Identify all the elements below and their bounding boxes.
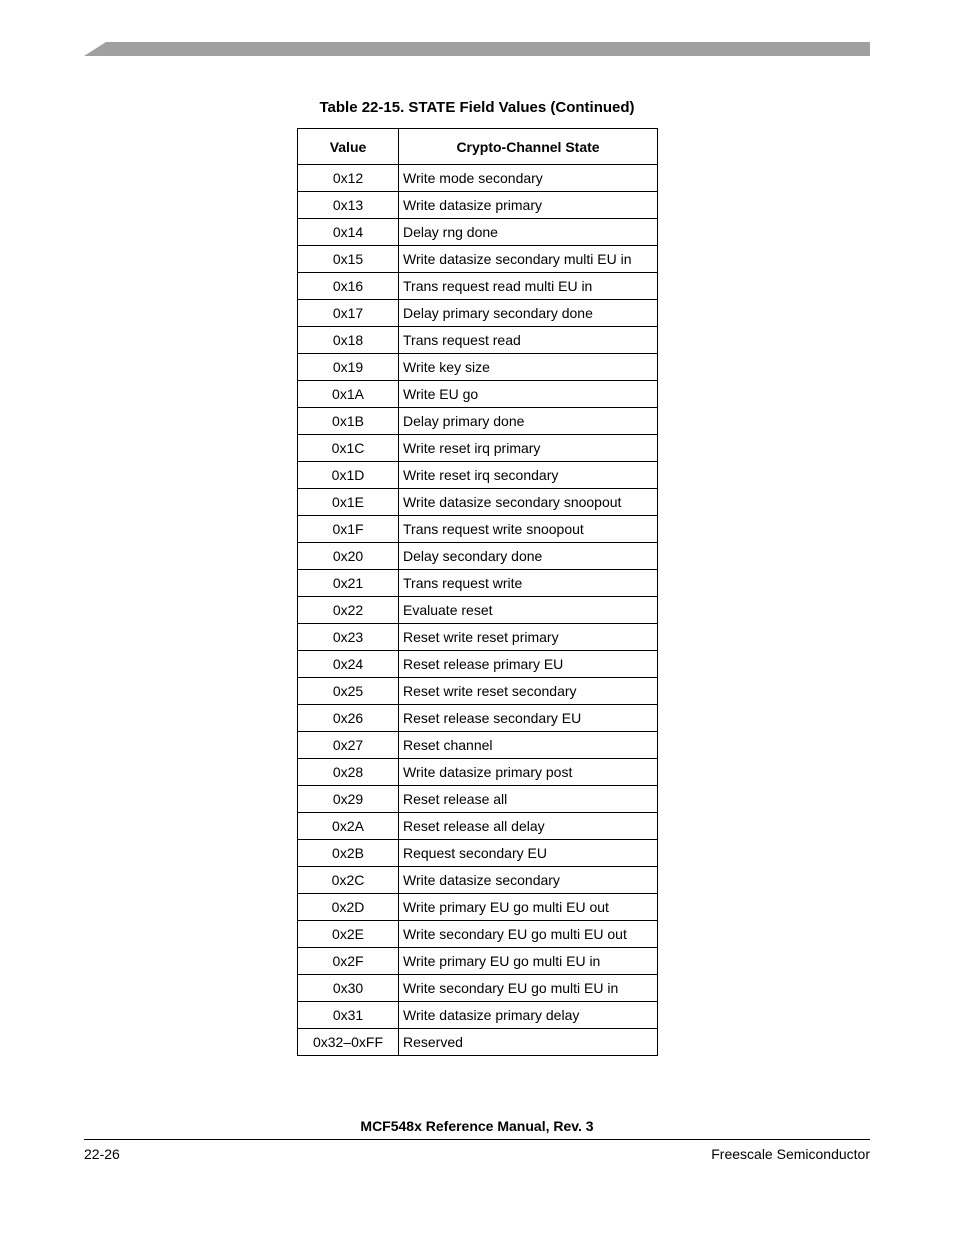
cell-state: Trans request read multi EU in	[399, 273, 658, 300]
cell-state: Request secondary EU	[399, 840, 658, 867]
state-field-values-table	[297, 128, 658, 1056]
table-row	[298, 300, 658, 327]
footer-manual-title: MCF548x Reference Manual, Rev. 3	[360, 1118, 594, 1134]
table-row	[298, 354, 658, 381]
cell-state: Reset write reset secondary	[399, 678, 658, 705]
cell-state: Write secondary EU go multi EU in	[399, 975, 658, 1002]
cell-value: 0x1F	[298, 516, 399, 543]
cell-value: 0x1C	[298, 435, 399, 462]
cell-value: 0x2A	[298, 813, 399, 840]
table-row	[298, 813, 658, 840]
cell-value: 0x17	[298, 300, 399, 327]
cell-value: 0x22	[298, 597, 399, 624]
cell-state: Reset release all delay	[399, 813, 658, 840]
table-title: Table 22-15. STATE Field Values (Continued)	[319, 99, 635, 116]
cell-value: 0x28	[298, 759, 399, 786]
cell-value: 0x14	[298, 219, 399, 246]
cell-value: 0x31	[298, 1002, 399, 1029]
cell-state: Write secondary EU go multi EU out	[399, 921, 658, 948]
cell-value: 0x1E	[298, 489, 399, 516]
cell-state: Write mode secondary	[399, 165, 658, 192]
cell-value: 0x19	[298, 354, 399, 381]
cell-value: 0x1D	[298, 462, 399, 489]
cell-value: 0x2C	[298, 867, 399, 894]
cell-state: Trans request write snoopout	[399, 516, 658, 543]
table-row	[298, 894, 658, 921]
cell-state: Write datasize secondary snoopout	[399, 489, 658, 516]
cell-state: Reset release all	[399, 786, 658, 813]
cell-value: 0x18	[298, 327, 399, 354]
table-row	[298, 435, 658, 462]
table-row	[298, 219, 658, 246]
table-row	[298, 462, 658, 489]
cell-value: 0x2F	[298, 948, 399, 975]
cell-value: 0x30	[298, 975, 399, 1002]
cell-value: 0x29	[298, 786, 399, 813]
page-number: 22-26	[84, 1146, 120, 1162]
cell-value: 0x32–0xFF	[298, 1029, 399, 1056]
publisher-name: Freescale Semiconductor	[711, 1146, 870, 1162]
cell-state: Write datasize primary post	[399, 759, 658, 786]
header-bar	[84, 42, 870, 56]
cell-value: 0x2D	[298, 894, 399, 921]
table-row	[298, 867, 658, 894]
table-row	[298, 678, 658, 705]
cell-value: 0x24	[298, 651, 399, 678]
cell-value: 0x27	[298, 732, 399, 759]
cell-value: 0x21	[298, 570, 399, 597]
cell-value: 0x1B	[298, 408, 399, 435]
cell-state: Write datasize primary	[399, 192, 658, 219]
column-header-value: Value	[298, 129, 399, 165]
cell-value: 0x23	[298, 624, 399, 651]
table-row	[298, 651, 658, 678]
cell-state: Trans request write	[399, 570, 658, 597]
table-row	[298, 975, 658, 1002]
cell-state: Write primary EU go multi EU in	[399, 948, 658, 975]
cell-value: 0x26	[298, 705, 399, 732]
column-header-crypto-channel-state: Crypto-Channel State	[399, 129, 658, 165]
table-row	[298, 597, 658, 624]
table-row	[298, 327, 658, 354]
cell-state: Write datasize secondary multi EU in	[399, 246, 658, 273]
table-row	[298, 759, 658, 786]
cell-value: 0x20	[298, 543, 399, 570]
cell-state: Reset release secondary EU	[399, 705, 658, 732]
cell-value: 0x25	[298, 678, 399, 705]
cell-state: Write key size	[399, 354, 658, 381]
table-row	[298, 948, 658, 975]
cell-state: Delay primary done	[399, 408, 658, 435]
cell-state: Write primary EU go multi EU out	[399, 894, 658, 921]
cell-state: Reset write reset primary	[399, 624, 658, 651]
table-row	[298, 732, 658, 759]
cell-state: Delay rng done	[399, 219, 658, 246]
cell-state: Reserved	[399, 1029, 658, 1056]
table-row	[298, 840, 658, 867]
cell-value: 0x16	[298, 273, 399, 300]
cell-value: 0x2B	[298, 840, 399, 867]
cell-state: Delay secondary done	[399, 543, 658, 570]
cell-state: Reset release primary EU	[399, 651, 658, 678]
cell-state: Write reset irq primary	[399, 435, 658, 462]
cell-state: Write datasize primary delay	[399, 1002, 658, 1029]
cell-value: 0x2E	[298, 921, 399, 948]
table-row	[298, 192, 658, 219]
cell-state: Delay primary secondary done	[399, 300, 658, 327]
table-row	[298, 1029, 658, 1056]
table-row	[298, 543, 658, 570]
table-row	[298, 408, 658, 435]
table-row	[298, 570, 658, 597]
table-row	[298, 786, 658, 813]
table-row	[298, 165, 658, 192]
table-row	[298, 705, 658, 732]
table-header-row	[298, 129, 658, 165]
cell-state: Reset channel	[399, 732, 658, 759]
cell-value: 0x13	[298, 192, 399, 219]
table-body	[298, 165, 658, 1056]
footer-divider	[84, 1139, 870, 1140]
table-row	[298, 624, 658, 651]
table-row	[298, 516, 658, 543]
table-row	[298, 489, 658, 516]
cell-state: Trans request read	[399, 327, 658, 354]
table-row	[298, 381, 658, 408]
table-row	[298, 273, 658, 300]
cell-state: Write EU go	[399, 381, 658, 408]
cell-state: Write datasize secondary	[399, 867, 658, 894]
cell-value: 0x15	[298, 246, 399, 273]
cell-state: Write reset irq secondary	[399, 462, 658, 489]
table-row	[298, 921, 658, 948]
table-row	[298, 1002, 658, 1029]
table-row	[298, 246, 658, 273]
cell-value: 0x12	[298, 165, 399, 192]
cell-state: Evaluate reset	[399, 597, 658, 624]
cell-value: 0x1A	[298, 381, 399, 408]
